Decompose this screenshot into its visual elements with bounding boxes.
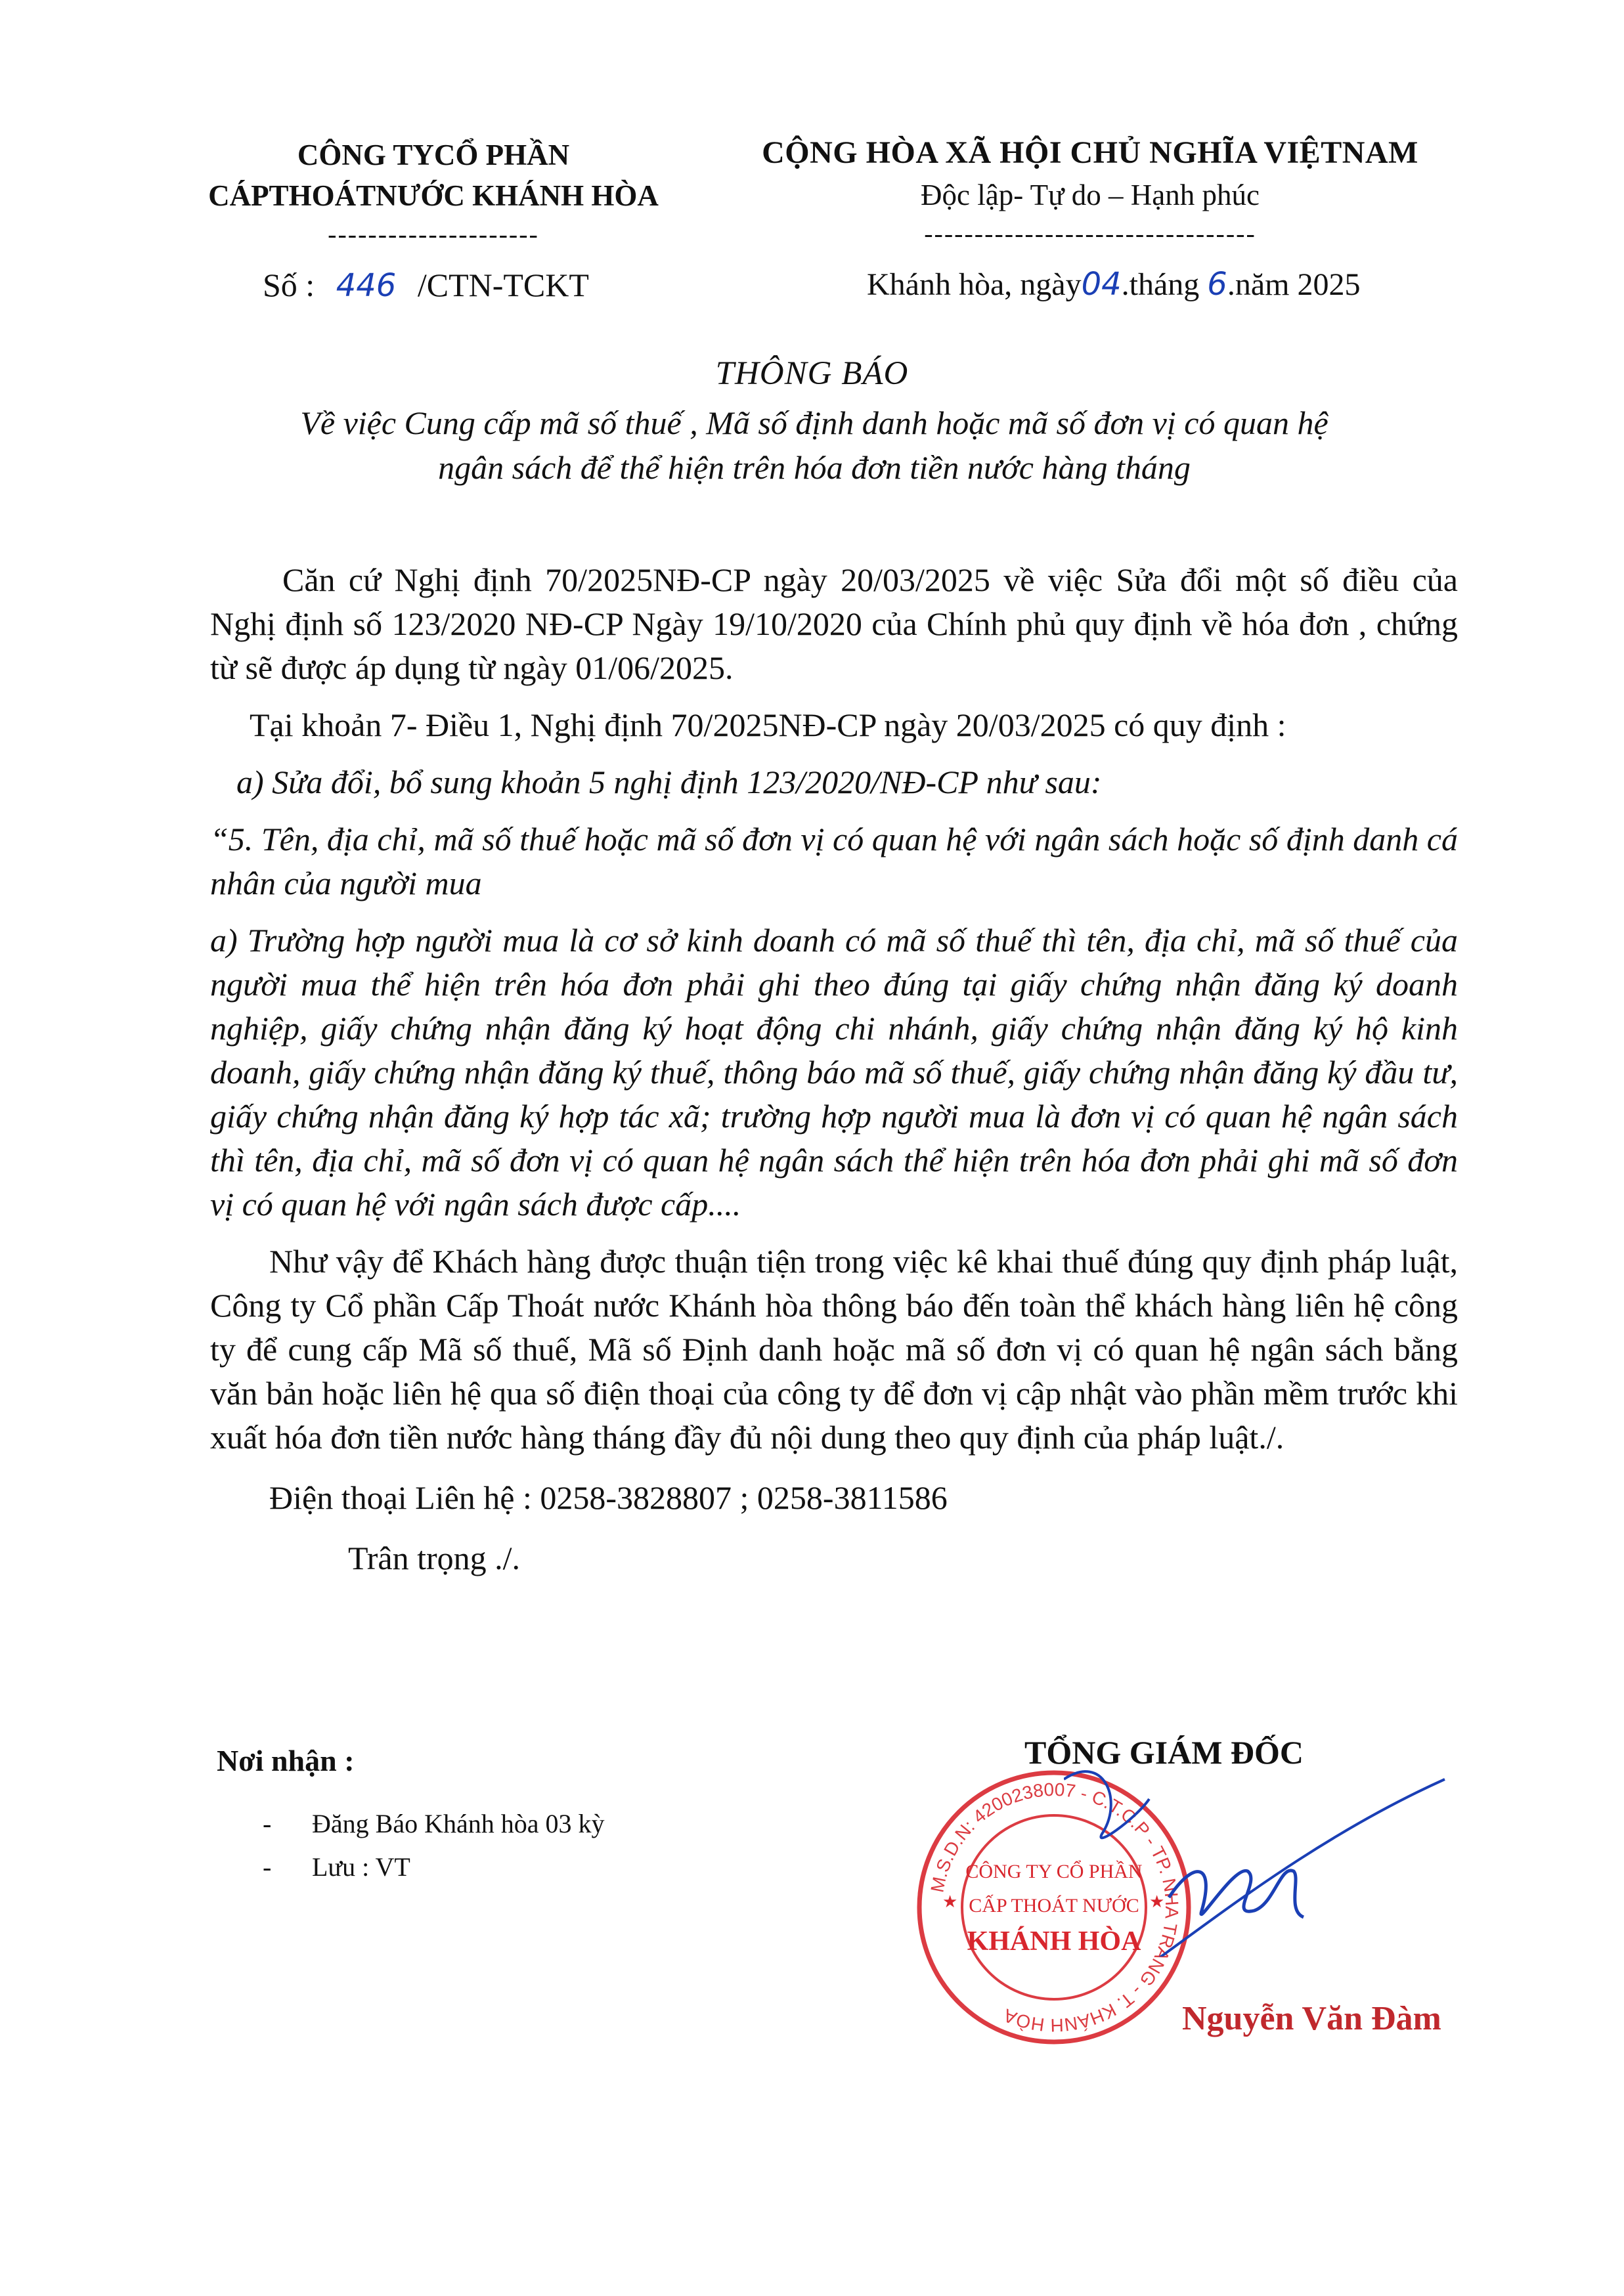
recipient-item: - Lưu : VT <box>263 1852 410 1882</box>
document-subject <box>217 401 1412 490</box>
motto-divider: --------------------------------- <box>924 219 1256 248</box>
recipients-list <box>263 1802 604 1889</box>
date-month: 6 <box>1207 266 1227 303</box>
signer-name: Nguyễn Văn Đàm <box>1182 2000 1441 2037</box>
paragraph-notice: Như vậy để Khách hàng được thuận tiện trong việc kê khai thuế đúng quy định pháp luật, Công ty Cổ phần Cấp Thoát nước Khánh hòa thông báo đến toàn thể khách hàng liên hệ công ty để cung cấp Mã số thuế, Mã số Định danh hoặc mã số đơn vị có quan hệ ngân sách bằng văn bản hoặc liên hệ qua số điện thoại của công ty để đơn vị cập nhật vào phần mềm trước khi xuất hóa đơn tiền nước hàng tháng đầy đủ nội dung theo quy định của pháp luật./. <box>210 1243 1458 1456</box>
doc-number-prefix: Số : <box>263 267 315 303</box>
document-title: THÔNG BÁO <box>715 355 909 392</box>
paragraph-quote-body: a) Trường hợp người mua là cơ sở kinh doanh có mã số thuế thì tên, địa chỉ, mã số thuế của người mua thể hiện trên hóa đơn phải ghi theo đúng tại giấy chứng nhận đăng ký doanh nghiệp, giấy chứng nhận đăng ký hoạt động chi nhánh, giấy chứng nhận đăng ký hộ kinh doanh, giấy chứng nhận đăng ký thuế, thông báo mã số thuế, giấy chứng nhận đăng ký đầu tư, giấy chứng nhận đăng ký hợp tác xã; trường hợp người mua là đơn vị có quan hệ ngân sách thì tên, địa chỉ, mã số đơn vị có quan hệ ngân sách thể hiện trên hóa đơn phải ghi mã số đơn vị có quan hệ với ngân sách được cấp.... <box>210 922 1458 1223</box>
seal-line3: KHÁNH HÒA <box>967 1926 1141 1957</box>
paragraph-legal-basis: Căn cứ Nghị định 70/2025NĐ-CP ngày 20/03/2025 về việc Sửa đổi một số điều của Nghị định số 123/2020 NĐ-CP Ngày 19/10/2020 của Chính phủ quy định về hóa đơn , chứng từ sẽ được áp dụng từ ngày 01/06/2025. <box>210 561 1458 686</box>
contact-phone: Điện thoại Liên hệ : 0258-3828807 ; 0258-3811586 <box>269 1479 948 1516</box>
organization-header <box>184 135 683 248</box>
signer-title: TỔNG GIÁM ĐỐC <box>1024 1734 1304 1771</box>
org-name-line2: CÁPTHOÁTNƯỚC KHÁNH HÒA <box>208 179 659 212</box>
seal-ring-text: M.S.D.N: 4200238007 - C.T.C.P - TP. NHA TRANG - T. KHÁNH HÒA <box>927 1779 1183 2036</box>
recipient-item: - Đăng Báo Khánh hòa 03 kỳ <box>263 1809 605 1838</box>
doc-number-suffix: /CTN-TCKT <box>417 267 589 303</box>
seal-line2: CẤP THOÁT NƯỚC <box>969 1895 1139 1917</box>
seal-line1: CÔNG TY CỔ PHẦN <box>965 1861 1143 1882</box>
date-mid: .tháng <box>1121 267 1200 302</box>
org-divider: --------------------- <box>328 219 539 249</box>
org-name-line1: CÔNG TYCỔ PHẦN <box>297 139 570 171</box>
recipients-title: Nơi nhận : <box>217 1744 355 1777</box>
national-header <box>722 131 1458 247</box>
date-prefix: Khánh hòa, ngày <box>867 267 1082 302</box>
document-date <box>867 266 1360 303</box>
nation-name: CỘNG HÒA XÃ HỘI CHỦ NGHĨA VIỆTNAM <box>762 135 1418 170</box>
paragraph-amendment: a) Sửa đổi, bổ sung khoản 5 nghị định 123/2020/NĐ-CP như sau: <box>236 764 1102 800</box>
paragraph-quote-heading: “5. Tên, địa chỉ, mã số thuế hoặc mã số đơn vị có quan hệ với ngân sách hoặc số định danh cá nhân của người mua <box>210 821 1458 901</box>
seal-star-icon: ★ <box>942 1892 958 1911</box>
seal-star-icon: ★ <box>1149 1892 1165 1911</box>
date-day: 04 <box>1081 266 1122 303</box>
doc-number-handwritten: 446 <box>336 267 397 304</box>
national-motto: Độc lập- Tự do – Hạnh phúc <box>921 179 1260 211</box>
date-suffix: .năm 2025 <box>1227 267 1361 302</box>
document-number <box>263 266 589 304</box>
document-body <box>210 558 1458 1580</box>
subject-line2: ngân sách để thể hiện trên hóa đơn tiền nước hàng tháng <box>438 449 1191 486</box>
subject-line1: Về việc Cung cấp mã số thuế , Mã số định danh hoặc mã số đơn vị có quan hệ <box>300 404 1328 441</box>
closing-regards: Trân trọng ./. <box>348 1540 521 1576</box>
paragraph-regulation: Tại khoản 7- Điều 1, Nghị định 70/2025NĐ-CP ngày 20/03/2025 có quy định : <box>250 706 1286 743</box>
handwritten-signature <box>1064 1760 1458 1957</box>
